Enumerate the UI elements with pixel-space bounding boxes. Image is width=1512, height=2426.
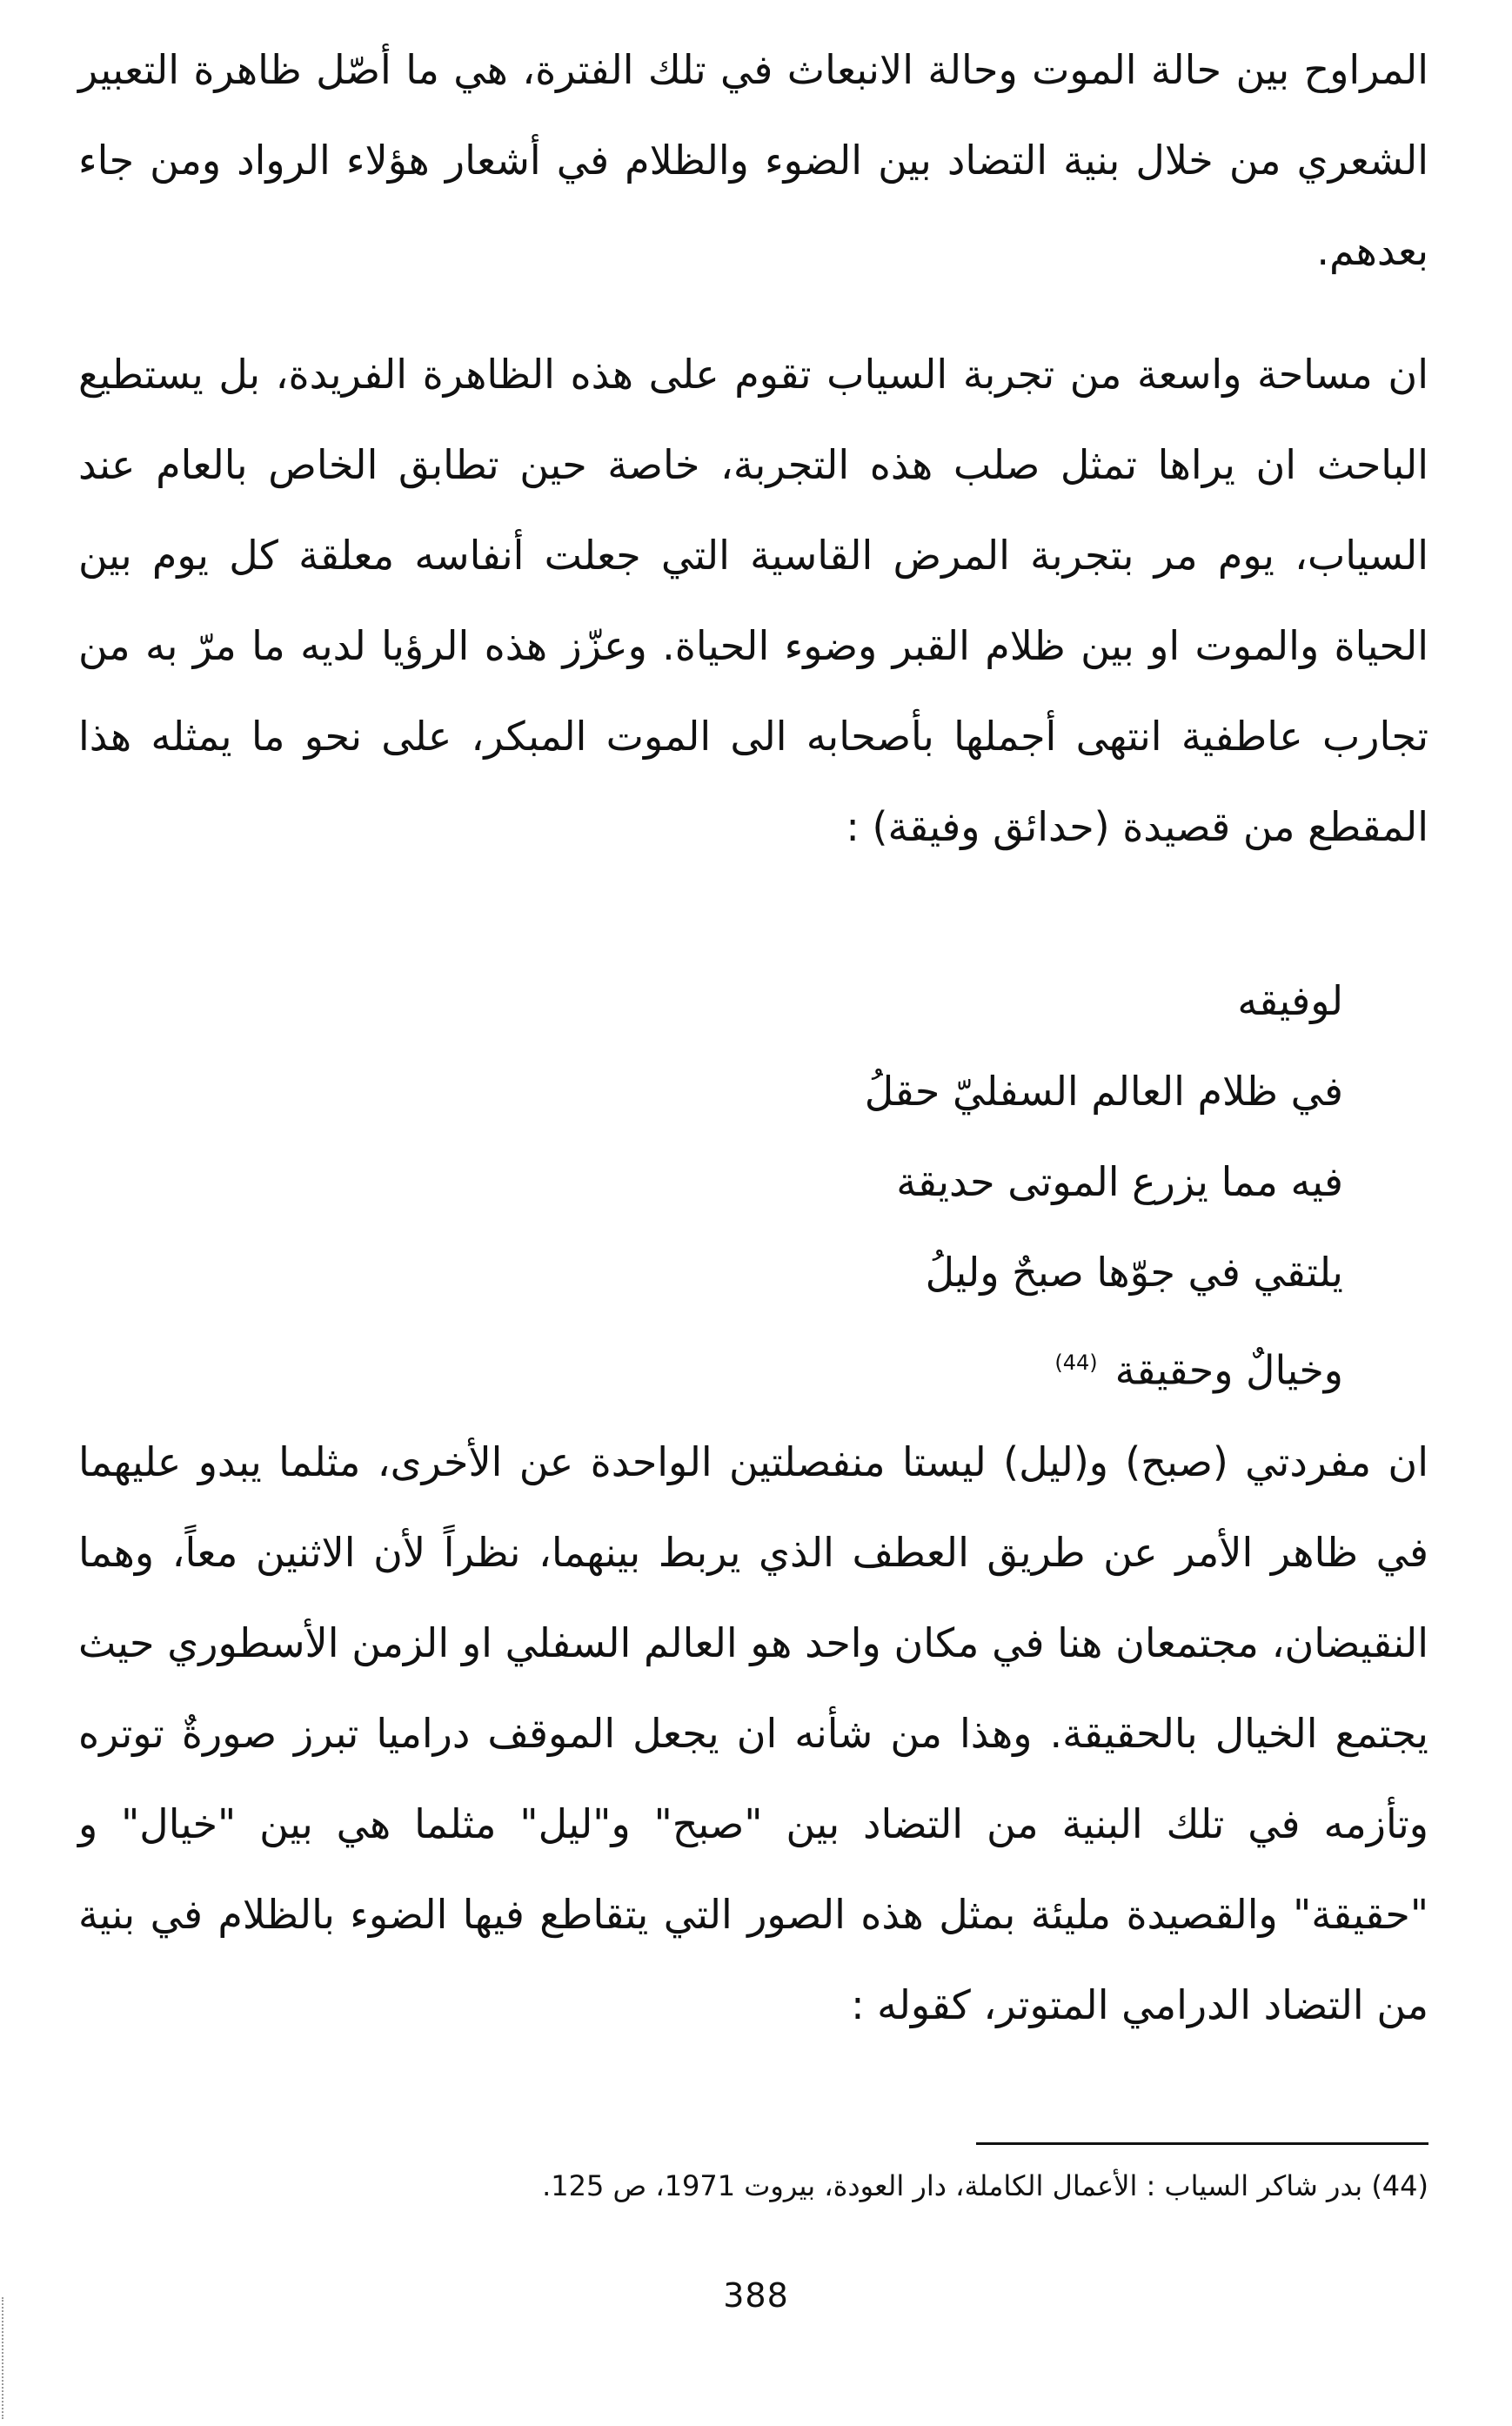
paragraph-2: ان مساحة واسعة من تجربة السياب تقوم على هذه الظاهرة الفريدة، بل يستطيع الباحث ان يراها تمثل صلب هذه التجربة، خاصة حين تطابق الخاص بالعام عند السياب، يوم مر بتجربة المرض القاسية التي جعلت أنفاسه معلقة كل يوم بين الحياة والموت او بين ظلام القبر وضوء الحياة. وعزّز هذه الرؤيا لديه ما مرّ به من تجارب عاطفية انتهى أجملها بأصحابه الى الموت المبكر، على نحو ما يمثله هذا المقطع من قصيدة (حدائق وفيقة) : (78, 351, 1428, 850)
poem-line-5-text: وخيالٌ وحقيقة (1114, 1346, 1343, 1394)
poem-line-3: فيه مما يزرع الموتى حديقة (896, 1158, 1343, 1205)
footnote-divider (976, 2142, 1428, 2145)
paragraph-1: المراوح بين حالة الموت وحالة الانبعاث في تلك الفترة، هي ما أصّل ظاهرة التعبير الشعري من خلال بنية التضاد بين الضوء والظلام في أشعار هؤلاء الرواد ومن جاء بعدهم. (78, 46, 1428, 274)
poem-excerpt (865, 955, 1343, 1415)
footnote: (44) بدر شاكر السياب : الأعمال الكاملة، دار العودة، بيروت 1971، ص 125. (542, 2169, 1428, 2202)
footnote-reference: (44) (1054, 1350, 1098, 1375)
paragraph-3: ان مفردتي (صبح) و(ليل) ليستا منفصلتين الواحدة عن الأخرى، مثلما يبدو عليهما في ظاهر الأمر عن طريق العطف الذي يربط بينهما، نظراً لأن الاثنين معاً، وهما النقيضان، مجتمعان هنا في مكان واحد هو العالم السفلي او الزمن الأسطوري حيث يجتمع الخيال بالحقيقة. وهذا من شأنه ان يجعل الموقف دراميا تبرز صورةٌ توتره وتأزمه في تلك البنية من التضاد بين "صبح" و"ليل" مثلما هي بين "خيال" و "حقيقة" والقصيدة مليئة بمثل هذه الصور التي يتقاطع فيها الضوء بالظلام في بنية من التضاد الدرامي المتوتر، كقوله : (78, 1438, 1428, 2028)
poem-line-5 (865, 1317, 1343, 1415)
margin-scan-mark (2, 2297, 5, 2419)
poem-line-4: يلتقي في جوّها صبحٌ وليلُ (925, 1249, 1343, 1296)
poem-line-2: في ظلام العالم السفليّ حقلُ (864, 1068, 1343, 1115)
page-number: 388 (723, 2276, 789, 2315)
poem-line-1: لوفيقه (1237, 977, 1343, 1024)
